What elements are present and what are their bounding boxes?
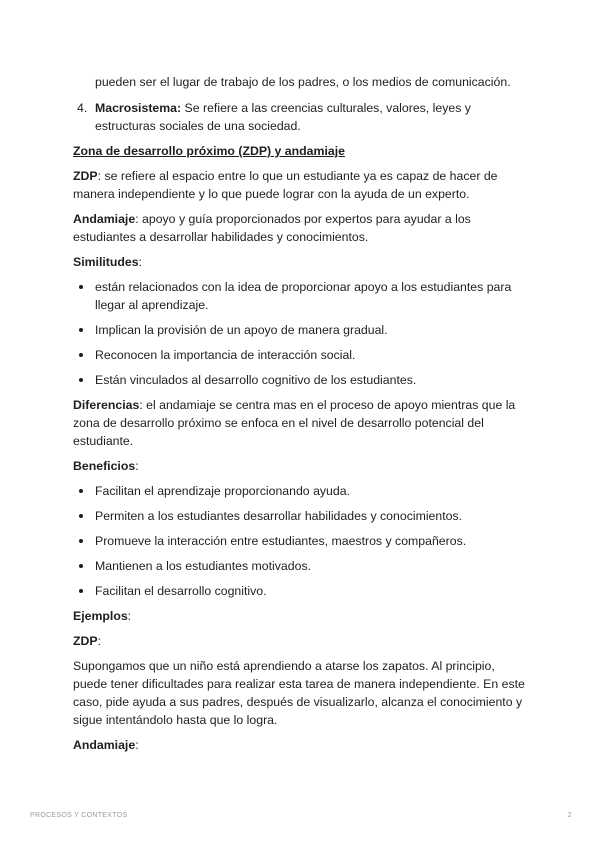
andamiaje-text: : apoyo y guía proporcionados por expertos para ayudar a los estudiantes a desarrollar habilidades y conocimientos. xyxy=(73,212,471,244)
page-number: 2 xyxy=(567,812,572,819)
list-item: Están vinculados al desarrollo cognitivo de los estudiantes. xyxy=(73,371,528,389)
bullet-icon xyxy=(79,489,83,493)
bullet-icon xyxy=(79,328,83,332)
beneficios-colon: : xyxy=(135,459,139,473)
zdp-definition xyxy=(73,167,528,203)
bullet-icon xyxy=(79,539,83,543)
list-item: Promueve la interacción entre estudiantes, maestros y compañeros. xyxy=(73,532,528,550)
page-content xyxy=(73,73,528,761)
macrosistema-term: Macrosistema: xyxy=(95,101,182,115)
zdp-example-label xyxy=(73,632,528,650)
beneficios-list xyxy=(73,482,528,600)
list-item: Reconocen la importancia de interacción social. xyxy=(73,346,528,364)
list-item-continuation: pueden ser el lugar de trabajo de los padres, o los medios de comunicación. xyxy=(95,75,511,89)
bullet-icon xyxy=(79,589,83,593)
beneficios-label xyxy=(73,457,528,475)
similitudes-label xyxy=(73,253,528,271)
page-footer xyxy=(30,812,572,819)
footer-title: PROCESOS Y CONTEXTOS xyxy=(30,812,128,819)
diferencias-term: Diferencias xyxy=(73,398,140,412)
similitudes-colon: : xyxy=(138,255,143,269)
list-item: Implican la provisión de un apoyo de manera gradual. xyxy=(73,321,528,339)
item-number: 4. xyxy=(77,101,88,115)
list-item: Facilitan el aprendizaje proporcionando ayuda. xyxy=(73,482,528,500)
andamiaje-example-term: Andamiaje xyxy=(73,738,136,752)
zdp-example-text: Supongamos que un niño está aprendiendo a atarse los zapatos. Al principio, puede tener dificultades para realizar esta tarea de manera independiente. En este caso, pide ayuda a sus padres, después de visualizarlo, alcanza el conocimiento y sigue intentándolo hasta que lo logra. xyxy=(73,659,525,727)
andamiaje-term: Andamiaje xyxy=(73,212,136,226)
bullet-icon xyxy=(79,353,83,357)
list-item: están relacionados con la idea de proporcionar apoyo a los estudiantes para llegar al aprendizaje. xyxy=(73,278,528,314)
list-item: Permiten a los estudiantes desarrollar habilidades y conocimientos. xyxy=(73,507,528,525)
diferencias-paragraph xyxy=(73,396,528,450)
macrosistema-text: Se refiere a las creencias culturales, valores, leyes y estructuras sociales de una sociedad. xyxy=(95,101,471,133)
similitudes-term: Similitudes xyxy=(73,255,139,269)
ejemplos-colon: : xyxy=(127,609,132,623)
bullet-icon xyxy=(79,378,83,382)
similitudes-list xyxy=(73,278,528,389)
diferencias-text: : el andamiaje se centra mas en el proceso de apoyo mientras que la zona de desarrollo próximo se enfoca en el nivel de desarrollo potencial del estudiante. xyxy=(73,398,516,448)
andamiaje-example-label xyxy=(73,736,528,754)
andamiaje-definition xyxy=(73,210,528,246)
bullet-icon xyxy=(79,285,83,289)
bullet-icon xyxy=(79,564,83,568)
ejemplos-label xyxy=(73,607,528,625)
ejemplos-term: Ejemplos xyxy=(73,609,128,623)
bullet-icon xyxy=(79,514,83,518)
list-item: Facilitan el desarrollo cognitivo. xyxy=(73,582,528,600)
section-heading: Zona de desarrollo próximo (ZDP) y andamiaje xyxy=(73,144,345,158)
zdp-example-term: ZDP xyxy=(73,634,98,648)
zdp-term: ZDP xyxy=(73,169,98,183)
numbered-item-macrosistema xyxy=(73,99,528,135)
andamiaje-example-colon: : xyxy=(135,738,139,752)
zdp-example-colon: : xyxy=(97,634,102,648)
beneficios-term: Beneficios xyxy=(73,459,136,473)
list-item: Mantienen a los estudiantes motivados. xyxy=(73,557,528,575)
zdp-text: : se refiere al espacio entre lo que un estudiante ya es capaz de hacer de manera independiente y lo que puede lograr con la ayuda de un experto. xyxy=(73,169,498,201)
